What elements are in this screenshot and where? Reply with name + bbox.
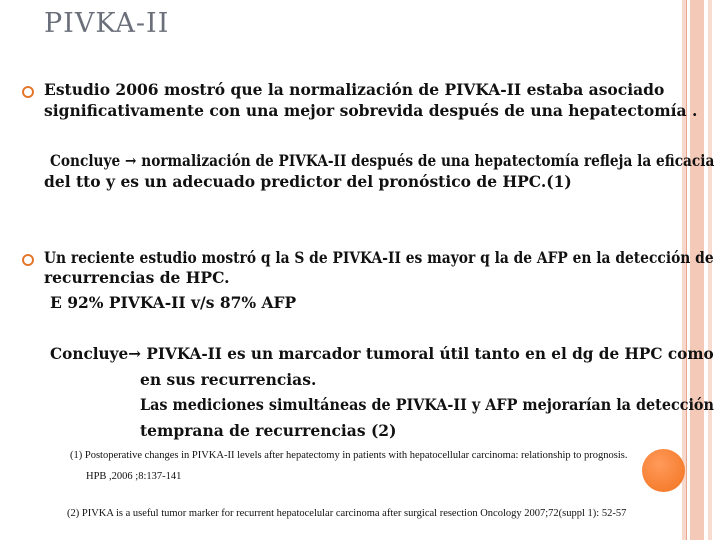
reference-1-citation: HPB ,2006 ;8:137-141 <box>86 471 182 482</box>
reference-2: (2) PIVKA is a useful tumor marker for recurrent hepatocelular carcinoma after surgical resection Oncology 2007;72(suppl 1): 52-57 <box>67 508 627 519</box>
bullet2-line2: recurrencias de HPC. <box>44 268 230 287</box>
bullet1-line1: Estudio 2006 mostró que la normalización de PIVKA-II estaba asociado <box>44 80 665 99</box>
bullet1-line2: significativamente con una mejor sobrevida después de una hepatectomía . <box>44 101 698 120</box>
decorative-stripe <box>708 0 712 540</box>
decorative-circle <box>642 449 685 492</box>
conclusion1-line2: del tto y es un adecuado predictor del pronóstico de HPC.(1) <box>44 172 572 191</box>
conclusion2-line4: temprana de recurrencias (2) <box>140 421 397 440</box>
bullet-icon <box>22 254 34 266</box>
conclusion1-line1: Concluye → normalización de PIVKA-II después de una hepatectomía refleja la eficacia <box>50 151 715 170</box>
conclusion2-line2: en sus recurrencias. <box>140 370 317 389</box>
decorative-line <box>686 0 687 540</box>
decorative-stripe <box>690 0 704 540</box>
bullet2-line3: E 92% PIVKA-II v/s 87% AFP <box>50 293 297 312</box>
conclusion2-line1: Concluye→ PIVKA-II es un marcador tumoral útil tanto en el dg de HPC como <box>50 344 714 363</box>
reference-1: (1) Postoperative changes in PIVKA-II levels after hepatectomy in patients with hepatocellular carcinoma: relationship to prognosis. <box>70 450 628 461</box>
slide-title: PIVKA-II <box>44 8 170 39</box>
bullet-icon <box>22 86 34 98</box>
bullet2-line1: Un reciente estudio mostró q la S de PIVKA-II es mayor q la de AFP en la detección de <box>44 248 714 267</box>
conclusion2-line3: Las mediciones simultáneas de PIVKA-II y AFP mejorarían la detección <box>140 395 714 414</box>
